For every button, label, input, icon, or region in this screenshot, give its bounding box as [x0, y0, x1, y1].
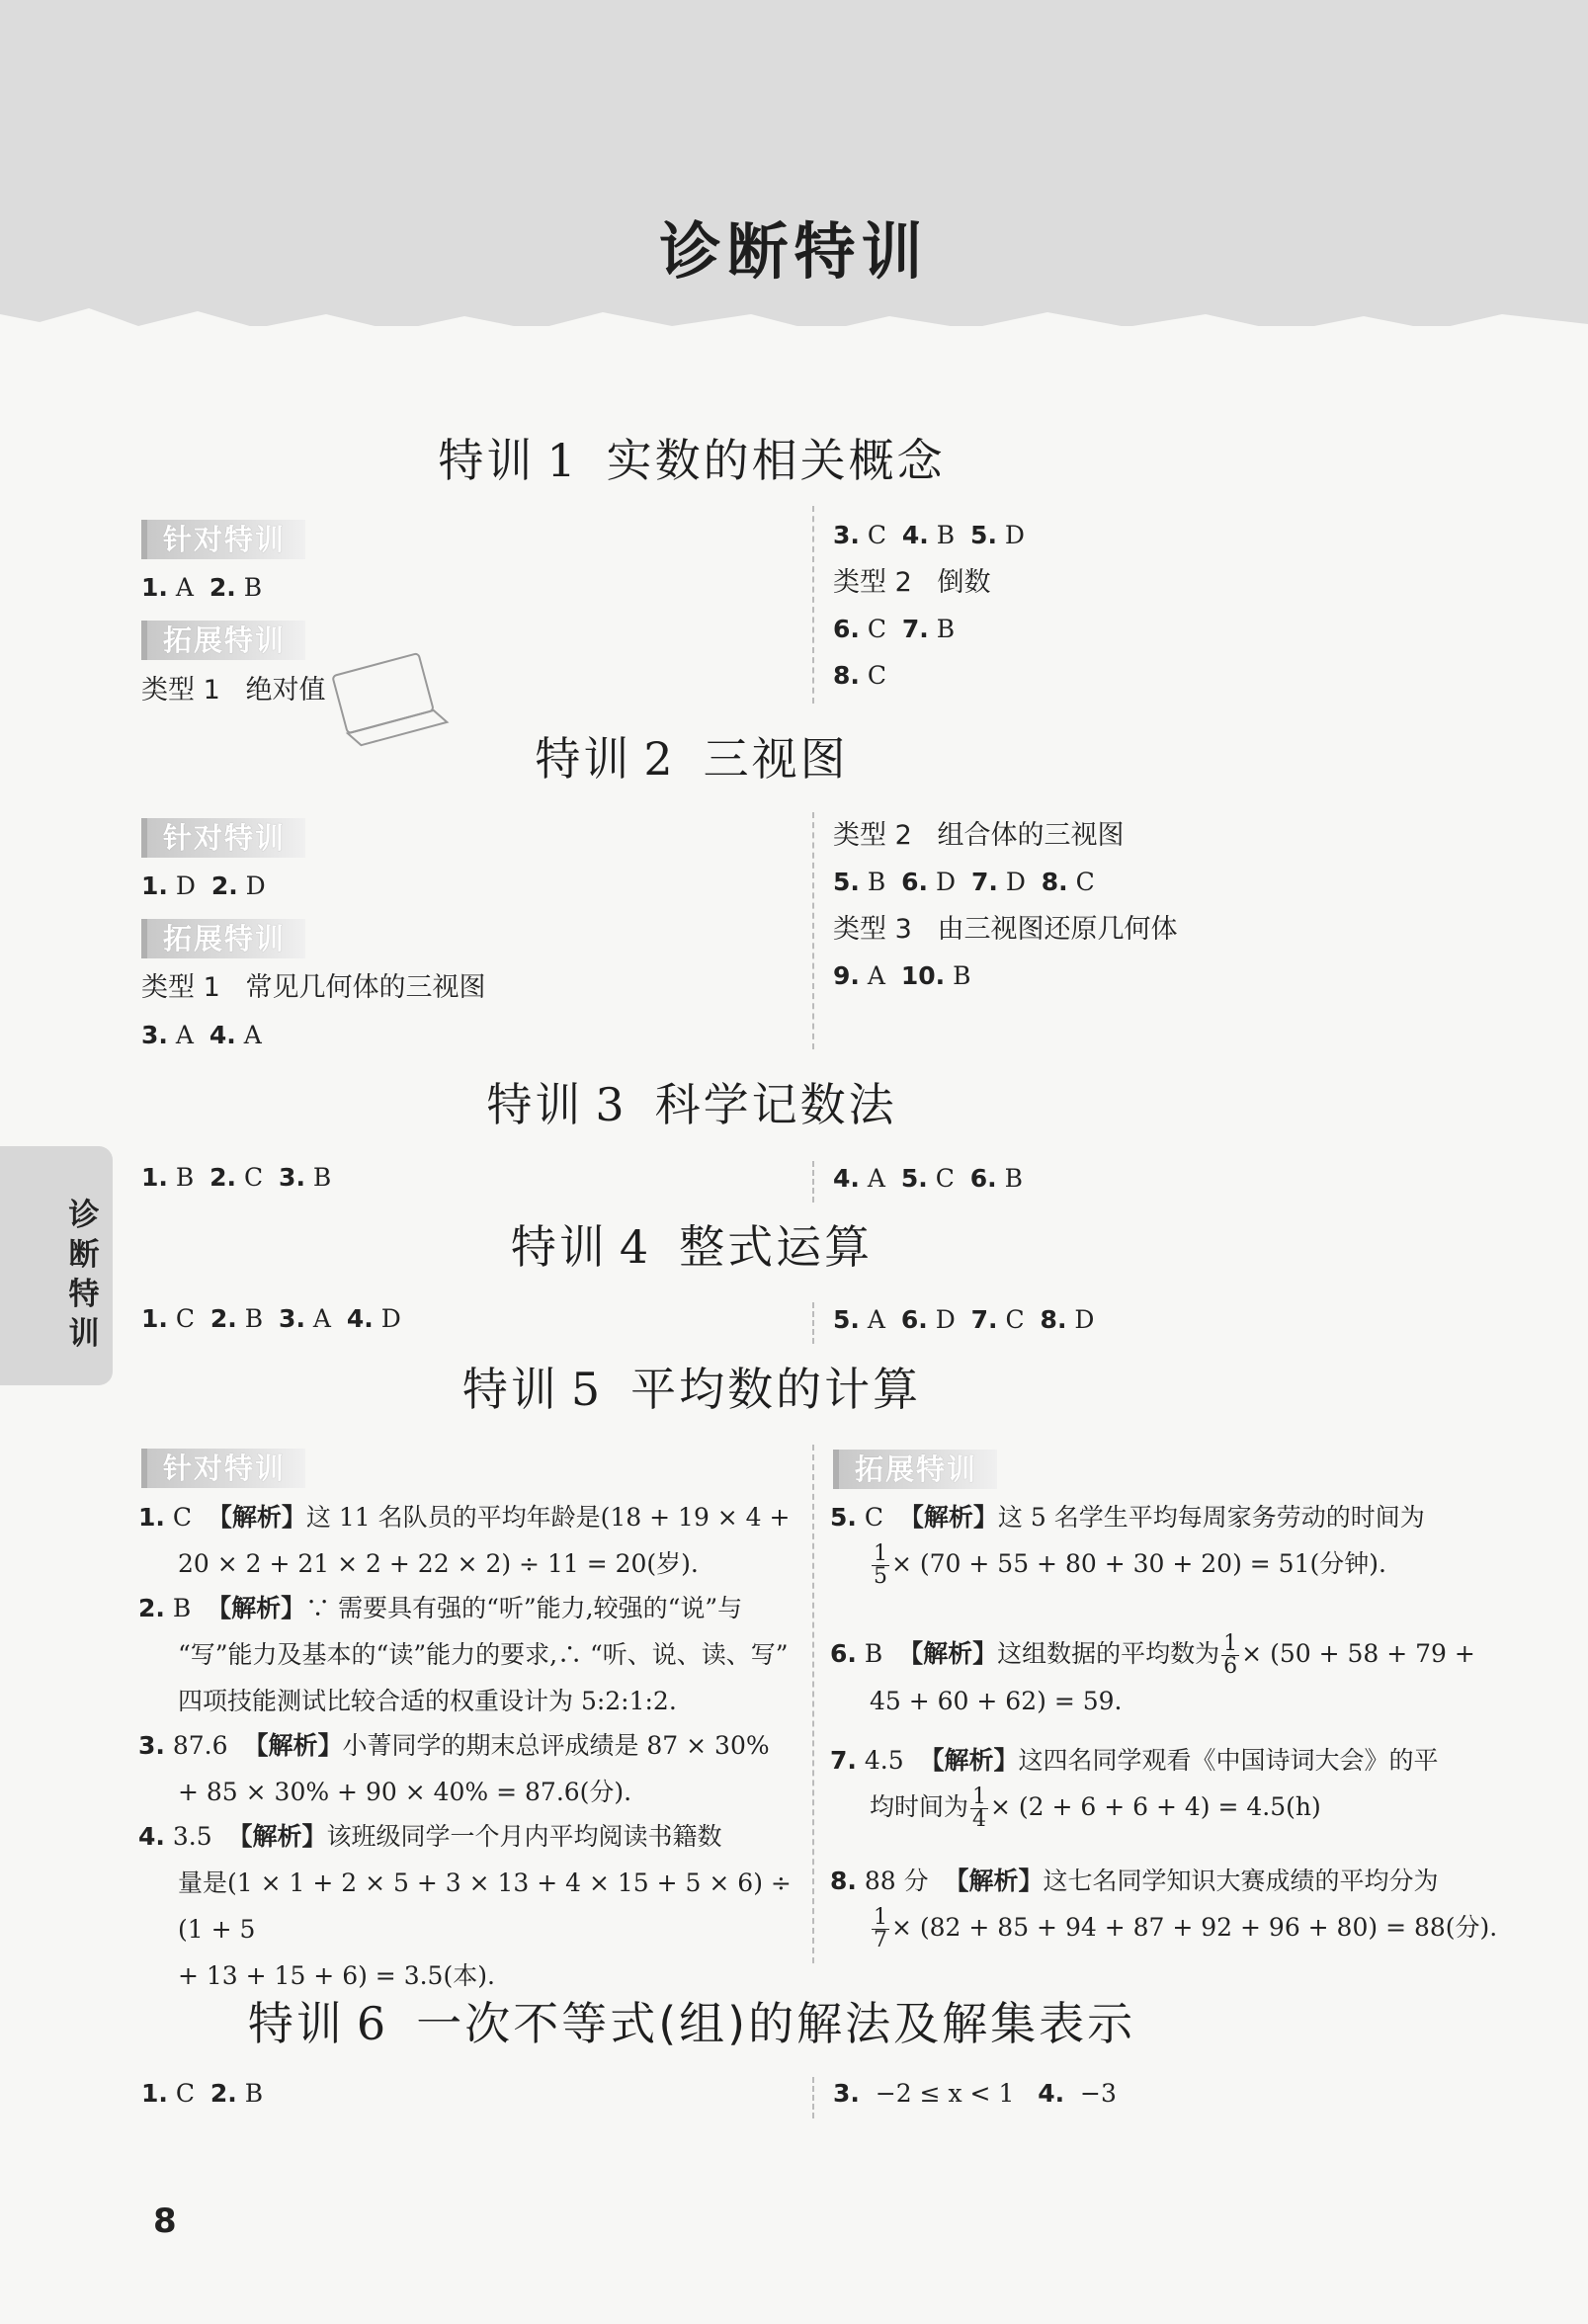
section-4-heading: 特训 4 整式运算	[510, 1220, 874, 1274]
extended-tag: 拓展特训	[141, 919, 305, 958]
solution-4: 4. 3.5 【解析】该班级同学一个月内平均阅读书籍数 量是(1 × 1 + 2 × 5 + 3 × 13 + 4 × 15 + 5 × 6) ÷ (1 + 5 + 13 + 15 + 6) = 3.5(本).	[138, 1822, 792, 1990]
fraction: $\frac{1}{6}$	[1223, 1631, 1238, 1679]
column-divider	[812, 812, 814, 1049]
solution-3: 3. 87.6 【解析】小菁同学的期末总评成绩是 87 × 30% + 85 × 30% + 90 × 40% = 87.6(分).	[138, 1731, 770, 1806]
answer-line: 3. A 4. A	[141, 1021, 262, 1049]
answer-line: 1. C 2. B	[141, 2079, 264, 2108]
side-tab-label: 诊断特训	[68, 1198, 100, 1352]
answer-line: 3. C 4. B 5. D	[833, 521, 1025, 549]
solution-6: 6. B 【解析】这组数据的平均数为 $\frac{1}{6}$ × (50 + 58 + 79 + 45 + 60 + 62) = 59.	[830, 1631, 1475, 1715]
extended-tag: 拓展特训	[833, 1450, 997, 1489]
section-6-heading: 特训 6 一次不等式(组)的解法及解集表示	[247, 1997, 1136, 2050]
column-divider	[812, 1445, 814, 1963]
section-2-heading: 特训 2 三视图	[535, 732, 849, 786]
column-divider	[812, 2077, 814, 2118]
answer-line: 1. B 2. C 3. B	[141, 1163, 332, 1192]
section-1-heading: 特训 1 实数的相关概念	[438, 434, 946, 487]
answer-line: 1. C 2. B 3. A 4. D	[141, 1304, 401, 1333]
targeted-tag: 针对特训	[141, 520, 305, 559]
answer-line: 1. D 2. D	[141, 872, 266, 900]
solution-7: 7. 4.5 【解析】这四名同学观看《中国诗词大会》的平 均时间为 $\frac{1}{4}$ × (2 + 6 + 6 + 4) = 4.5(h)	[830, 1746, 1439, 1832]
solution-8: 8. 88 分 【解析】这七名同学知识大赛成绩的平均分为 $\frac{1}{7}$ × (82 + 85 + 94 + 87 + 92 + 96 + 80) = 88(分).	[830, 1867, 1498, 1952]
page-number: 8	[153, 2201, 177, 2241]
type-heading: 类型 3 由三视图还原几何体	[833, 914, 1178, 945]
type-heading: 类型 2 组合体的三视图	[833, 820, 1125, 851]
targeted-tag: 针对特训	[141, 1449, 305, 1488]
column-divider	[812, 1302, 814, 1344]
page-title: 诊断特训	[659, 215, 929, 288]
fraction: $\frac{1}{7}$	[874, 1905, 887, 1952]
fraction: $\frac{1}{5}$	[874, 1541, 887, 1589]
solution-2: 2. B 【解析】∵ 需要具有强的“听”能力,较强的“说”与 “写”能力及基本的“读”能力的要求,∴ “听、说、读、写” 四项技能测试比较合适的权重设计为 5:2:1:2.	[138, 1594, 789, 1715]
answer-line: 5. B 6. D 7. D 8. C	[833, 868, 1095, 896]
solution-5: 5. C 【解析】这 5 名学生平均每周家务劳动的时间为 $\frac{1}{5}$ × (70 + 55 + 80 + 30 + 20) = 51(分钟).	[830, 1503, 1425, 1589]
extended-tag: 拓展特训	[141, 621, 305, 660]
answer-line: 8. C	[833, 661, 886, 690]
answer-line: 4. A 5. C 6. B	[833, 1164, 1023, 1193]
answer-line: 3. −2 ≤ x < 1 4. −3	[833, 2079, 1117, 2108]
answer-line: 9. A 10. B	[833, 961, 971, 990]
answer-line: 1. A 2. B	[141, 573, 263, 602]
section-5-heading: 特训 5 平均数的计算	[461, 1363, 922, 1416]
fraction: $\frac{1}{4}$	[972, 1784, 987, 1832]
answer-line: 5. A 6. D 7. C 8. D	[833, 1305, 1095, 1334]
solution-1: 1. C 【解析】这 11 名队员的平均年龄是(18 + 19 × 4 + 20 × 2 + 21 × 2 + 22 × 2) ÷ 11 = 20(岁).	[138, 1503, 791, 1578]
column-divider	[812, 506, 814, 704]
answer-line: 6. C 7. B	[833, 615, 956, 643]
targeted-tag: 针对特训	[141, 818, 305, 858]
type-heading: 类型 1 绝对值	[141, 675, 326, 706]
column-divider	[812, 1161, 814, 1203]
type-heading: 类型 2 倒数	[833, 567, 991, 598]
type-heading: 类型 1 常见几何体的三视图	[141, 972, 486, 1003]
section-3-heading: 特训 3 科学记数法	[486, 1078, 897, 1131]
